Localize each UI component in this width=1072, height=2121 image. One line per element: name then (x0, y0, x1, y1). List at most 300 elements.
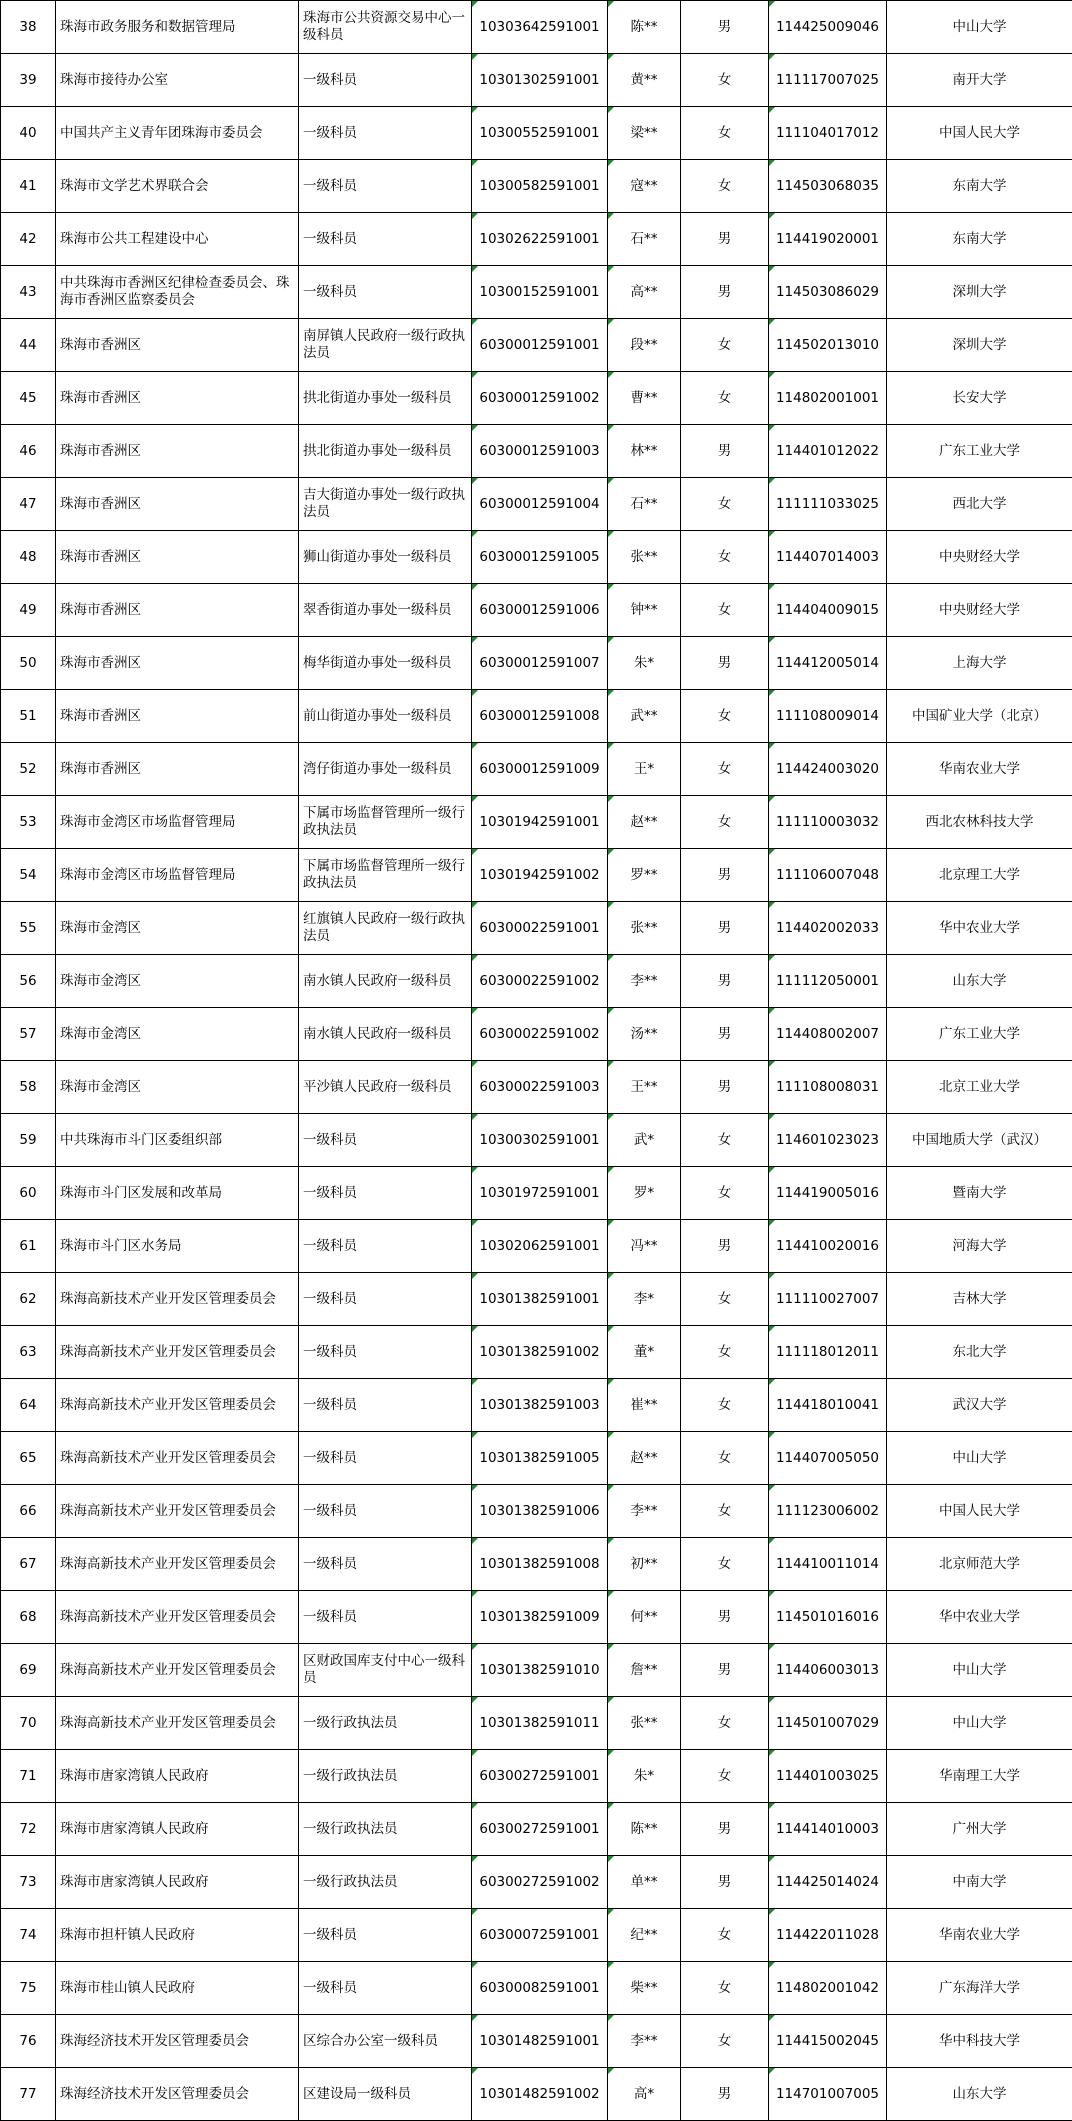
row-number-cell: 45 (1, 372, 56, 425)
recruiting-unit-cell: 珠海市接待办公室 (56, 54, 299, 107)
row-number-cell: 52 (1, 743, 56, 796)
recruiting-unit-cell: 中共珠海市香洲区纪律检查委员会、珠海市香洲区监察委员会 (56, 266, 299, 319)
table-row (1, 54, 1072, 107)
exam-number-cell: 114410020016 (769, 1220, 887, 1273)
exam-number-cell: 114404009015 (769, 584, 887, 637)
school-cell: 中央财经大学 (887, 584, 1072, 637)
exam-number-cell: 114407005050 (769, 1432, 887, 1485)
candidate-name-cell: 陈** (608, 1, 681, 54)
table-row (1, 1485, 1072, 1538)
recruiting-unit-cell: 珠海市唐家湾镇人民政府 (56, 1750, 299, 1803)
gender-cell: 女 (681, 1962, 769, 2015)
recruiting-unit-cell: 珠海市金湾区市场监督管理局 (56, 849, 299, 902)
gender-cell: 男 (681, 1220, 769, 1273)
gender-cell: 男 (681, 637, 769, 690)
exam-number-cell: 111110003032 (769, 796, 887, 849)
gender-cell: 女 (681, 160, 769, 213)
candidate-name-cell: 朱* (608, 637, 681, 690)
row-number-cell: 39 (1, 54, 56, 107)
table-row (1, 213, 1072, 266)
recruiting-unit-cell: 珠海高新技术产业开发区管理委员会 (56, 1644, 299, 1697)
position-code-cell: 10301382591006 (472, 1485, 608, 1538)
position-name-cell: 区综合办公室一级科员 (299, 2015, 472, 2068)
recruiting-unit-cell: 珠海市公共工程建设中心 (56, 213, 299, 266)
table-row (1, 1538, 1072, 1591)
table-row (1, 796, 1072, 849)
recruiting-unit-cell: 珠海市金湾区 (56, 1008, 299, 1061)
candidate-name-cell: 李** (608, 955, 681, 1008)
position-code-cell: 60300012591008 (472, 690, 608, 743)
candidate-name-cell: 张** (608, 902, 681, 955)
exam-number-cell: 111104017012 (769, 107, 887, 160)
school-cell: 广东工业大学 (887, 1008, 1072, 1061)
school-cell: 中央财经大学 (887, 531, 1072, 584)
position-name-cell: 前山街道办事处一级科员 (299, 690, 472, 743)
candidate-name-cell: 武** (608, 690, 681, 743)
gender-cell: 男 (681, 902, 769, 955)
position-name-cell: 区财政国库支付中心一级科员 (299, 1644, 472, 1697)
position-name-cell: 翠香街道办事处一级科员 (299, 584, 472, 637)
gender-cell: 女 (681, 2015, 769, 2068)
recruiting-unit-cell: 珠海市金湾区市场监督管理局 (56, 796, 299, 849)
candidate-name-cell: 石** (608, 213, 681, 266)
row-number-cell: 64 (1, 1379, 56, 1432)
gender-cell: 女 (681, 1167, 769, 1220)
school-cell: 中国人民大学 (887, 1485, 1072, 1538)
school-cell: 武汉大学 (887, 1379, 1072, 1432)
position-name-cell: 一级科员 (299, 1326, 472, 1379)
recruiting-unit-cell: 珠海市政务服务和数据管理局 (56, 1, 299, 54)
recruiting-unit-cell: 珠海市文学艺术界联合会 (56, 160, 299, 213)
row-number-cell: 56 (1, 955, 56, 1008)
position-name-cell: 一级行政执法员 (299, 1803, 472, 1856)
recruiting-unit-cell: 珠海市香洲区 (56, 584, 299, 637)
gender-cell: 女 (681, 1909, 769, 1962)
row-number-cell: 44 (1, 319, 56, 372)
position-code-cell: 60300072591001 (472, 1909, 608, 1962)
exam-number-cell: 114414010003 (769, 1803, 887, 1856)
position-code-cell: 10301382591001 (472, 1273, 608, 1326)
gender-cell: 女 (681, 1538, 769, 1591)
position-code-cell: 60300012591002 (472, 372, 608, 425)
table-row (1, 2068, 1072, 2121)
exam-number-cell: 111108009014 (769, 690, 887, 743)
table-row (1, 1644, 1072, 1697)
candidate-name-cell: 钟** (608, 584, 681, 637)
recruiting-unit-cell: 珠海市斗门区发展和改革局 (56, 1167, 299, 1220)
gender-cell: 男 (681, 2068, 769, 2121)
position-code-cell: 60300012591009 (472, 743, 608, 796)
position-name-cell: 南水镇人民政府一级科员 (299, 955, 472, 1008)
exam-number-cell: 111111033025 (769, 478, 887, 531)
position-code-cell: 60300012591003 (472, 425, 608, 478)
exam-number-cell: 111118012011 (769, 1326, 887, 1379)
school-cell: 华中科技大学 (887, 2015, 1072, 2068)
exam-number-cell: 114601023023 (769, 1114, 887, 1167)
exam-number-cell: 114501016016 (769, 1591, 887, 1644)
gender-cell: 男 (681, 1061, 769, 1114)
candidate-name-cell: 赵** (608, 1432, 681, 1485)
recruiting-unit-cell: 珠海市香洲区 (56, 637, 299, 690)
gender-cell: 女 (681, 531, 769, 584)
row-number-cell: 57 (1, 1008, 56, 1061)
exam-number-cell: 111106007048 (769, 849, 887, 902)
candidate-name-cell: 曹** (608, 372, 681, 425)
recruiting-unit-cell: 珠海市担杆镇人民政府 (56, 1909, 299, 1962)
table-row (1, 902, 1072, 955)
position-code-cell: 60300272591001 (472, 1750, 608, 1803)
exam-number-cell: 111117007025 (769, 54, 887, 107)
candidate-name-cell: 李** (608, 2015, 681, 2068)
position-code-cell: 60300012591001 (472, 319, 608, 372)
row-number-cell: 42 (1, 213, 56, 266)
position-code-cell: 60300022591002 (472, 1008, 608, 1061)
school-cell: 中山大学 (887, 1, 1072, 54)
row-number-cell: 69 (1, 1644, 56, 1697)
exam-number-cell: 114802001001 (769, 372, 887, 425)
exam-number-cell: 114419005016 (769, 1167, 887, 1220)
recruiting-unit-cell: 珠海高新技术产业开发区管理委员会 (56, 1432, 299, 1485)
position-code-cell: 10301382591010 (472, 1644, 608, 1697)
position-name-cell: 一级行政执法员 (299, 1697, 472, 1750)
school-cell: 中南大学 (887, 1856, 1072, 1909)
recruiting-unit-cell: 珠海市香洲区 (56, 690, 299, 743)
school-cell: 南开大学 (887, 54, 1072, 107)
position-code-cell: 60300272591002 (472, 1856, 608, 1909)
candidate-name-cell: 纪** (608, 1909, 681, 1962)
gender-cell: 女 (681, 372, 769, 425)
row-number-cell: 60 (1, 1167, 56, 1220)
position-code-cell: 10301382591005 (472, 1432, 608, 1485)
recruiting-unit-cell: 中国共产主义青年团珠海市委员会 (56, 107, 299, 160)
recruiting-unit-cell: 珠海市香洲区 (56, 319, 299, 372)
gender-cell: 男 (681, 1856, 769, 1909)
row-number-cell: 47 (1, 478, 56, 531)
table-row (1, 1061, 1072, 1114)
gender-cell: 男 (681, 849, 769, 902)
exam-number-cell: 114401003025 (769, 1750, 887, 1803)
exam-number-cell: 114502013010 (769, 319, 887, 372)
position-code-cell: 10301302591001 (472, 54, 608, 107)
candidate-name-cell: 冯** (608, 1220, 681, 1273)
table-row (1, 690, 1072, 743)
candidate-name-cell: 李* (608, 1273, 681, 1326)
position-code-cell: 10303642591001 (472, 1, 608, 54)
candidate-name-cell: 赵** (608, 796, 681, 849)
gender-cell: 女 (681, 107, 769, 160)
table-row (1, 1167, 1072, 1220)
recruiting-unit-cell: 珠海经济技术开发区管理委员会 (56, 2068, 299, 2121)
row-number-cell: 63 (1, 1326, 56, 1379)
table-row (1, 1750, 1072, 1803)
position-code-cell: 10300552591001 (472, 107, 608, 160)
candidate-name-cell: 柴** (608, 1962, 681, 2015)
candidate-name-cell: 崔** (608, 1379, 681, 1432)
school-cell: 西北大学 (887, 478, 1072, 531)
table-row (1, 1114, 1072, 1167)
row-number-cell: 43 (1, 266, 56, 319)
table-row (1, 1962, 1072, 2015)
school-cell: 北京工业大学 (887, 1061, 1072, 1114)
position-code-cell: 10300582591001 (472, 160, 608, 213)
table-row (1, 1008, 1072, 1061)
exam-number-cell: 114408002007 (769, 1008, 887, 1061)
school-cell: 东南大学 (887, 213, 1072, 266)
position-code-cell: 60300022591002 (472, 955, 608, 1008)
school-cell: 深圳大学 (887, 319, 1072, 372)
table-row (1, 1432, 1072, 1485)
gender-cell: 女 (681, 743, 769, 796)
candidate-name-cell: 寇** (608, 160, 681, 213)
candidate-name-cell: 董* (608, 1326, 681, 1379)
position-name-cell: 南水镇人民政府一级科员 (299, 1008, 472, 1061)
gender-cell: 男 (681, 1591, 769, 1644)
row-number-cell: 75 (1, 1962, 56, 2015)
candidate-name-cell: 林** (608, 425, 681, 478)
school-cell: 中山大学 (887, 1697, 1072, 1750)
school-cell: 华中农业大学 (887, 902, 1072, 955)
table-row (1, 743, 1072, 796)
position-name-cell: 湾仔街道办事处一级科员 (299, 743, 472, 796)
candidate-name-cell: 朱* (608, 1750, 681, 1803)
recruiting-unit-cell: 珠海市香洲区 (56, 478, 299, 531)
recruiting-unit-cell: 珠海市香洲区 (56, 372, 299, 425)
position-name-cell: 一级科员 (299, 1432, 472, 1485)
position-name-cell: 一级行政执法员 (299, 1750, 472, 1803)
row-number-cell: 62 (1, 1273, 56, 1326)
school-cell: 东南大学 (887, 160, 1072, 213)
position-name-cell: 拱北街道办事处一级科员 (299, 425, 472, 478)
position-name-cell: 一级科员 (299, 1538, 472, 1591)
exam-number-cell: 114418010041 (769, 1379, 887, 1432)
gender-cell: 男 (681, 1, 769, 54)
gender-cell: 女 (681, 1485, 769, 1538)
row-number-cell: 61 (1, 1220, 56, 1273)
school-cell: 华南理工大学 (887, 1750, 1072, 1803)
row-number-cell: 67 (1, 1538, 56, 1591)
position-name-cell: 一级科员 (299, 1909, 472, 1962)
table-row (1, 1591, 1072, 1644)
position-name-cell: 一级科员 (299, 160, 472, 213)
exam-number-cell: 114412005014 (769, 637, 887, 690)
candidate-name-cell: 高** (608, 266, 681, 319)
exam-number-cell: 114402002033 (769, 902, 887, 955)
table-row (1, 849, 1072, 902)
candidate-name-cell: 黄** (608, 54, 681, 107)
table-row (1, 955, 1072, 1008)
position-name-cell: 区建设局一级科员 (299, 2068, 472, 2121)
row-number-cell: 50 (1, 637, 56, 690)
position-name-cell: 南屏镇人民政府一级行政执法员 (299, 319, 472, 372)
candidate-name-cell: 梁** (608, 107, 681, 160)
gender-cell: 女 (681, 1750, 769, 1803)
position-name-cell: 一级科员 (299, 1485, 472, 1538)
table-row (1, 160, 1072, 213)
exam-number-cell: 111110027007 (769, 1273, 887, 1326)
school-cell: 北京理工大学 (887, 849, 1072, 902)
position-code-cell: 10301942591002 (472, 849, 608, 902)
school-cell: 西北农林科技大学 (887, 796, 1072, 849)
candidate-name-cell: 詹** (608, 1644, 681, 1697)
row-number-cell: 68 (1, 1591, 56, 1644)
candidate-name-cell: 张** (608, 1697, 681, 1750)
exam-number-cell: 111108008031 (769, 1061, 887, 1114)
gender-cell: 男 (681, 1008, 769, 1061)
table-row (1, 1909, 1072, 1962)
row-number-cell: 46 (1, 425, 56, 478)
gender-cell: 女 (681, 1326, 769, 1379)
position-name-cell: 一级科员 (299, 1379, 472, 1432)
table-row (1, 1, 1072, 54)
table-row (1, 107, 1072, 160)
position-name-cell: 下属市场监督管理所一级行政执法员 (299, 796, 472, 849)
candidate-name-cell: 汤** (608, 1008, 681, 1061)
position-name-cell: 梅华街道办事处一级科员 (299, 637, 472, 690)
school-cell: 河海大学 (887, 1220, 1072, 1273)
recruiting-unit-cell: 珠海市斗门区水务局 (56, 1220, 299, 1273)
school-cell: 华中农业大学 (887, 1591, 1072, 1644)
position-code-cell: 10301942591001 (472, 796, 608, 849)
position-code-cell: 10302622591001 (472, 213, 608, 266)
exam-number-cell: 114410011014 (769, 1538, 887, 1591)
row-number-cell: 55 (1, 902, 56, 955)
exam-number-cell: 111112050001 (769, 955, 887, 1008)
table-row (1, 425, 1072, 478)
gender-cell: 男 (681, 266, 769, 319)
position-name-cell: 一级行政执法员 (299, 1856, 472, 1909)
exam-number-cell: 114406003013 (769, 1644, 887, 1697)
school-cell: 广州大学 (887, 1803, 1072, 1856)
position-code-cell: 10301382591002 (472, 1326, 608, 1379)
candidate-name-cell: 高* (608, 2068, 681, 2121)
table-row (1, 637, 1072, 690)
row-number-cell: 54 (1, 849, 56, 902)
recruiting-unit-cell: 珠海市唐家湾镇人民政府 (56, 1803, 299, 1856)
position-name-cell: 一级科员 (299, 107, 472, 160)
candidate-name-cell: 段** (608, 319, 681, 372)
school-cell: 山东大学 (887, 2068, 1072, 2121)
position-name-cell: 一级科员 (299, 1114, 472, 1167)
table-row (1, 531, 1072, 584)
gender-cell: 男 (681, 955, 769, 1008)
position-code-cell: 10302062591001 (472, 1220, 608, 1273)
school-cell: 广东工业大学 (887, 425, 1072, 478)
recruiting-unit-cell: 珠海市香洲区 (56, 425, 299, 478)
school-cell: 吉林大学 (887, 1273, 1072, 1326)
recruiting-unit-cell: 珠海市桂山镇人民政府 (56, 1962, 299, 2015)
recruiting-unit-cell: 珠海高新技术产业开发区管理委员会 (56, 1379, 299, 1432)
position-code-cell: 10301972591001 (472, 1167, 608, 1220)
table-row (1, 1697, 1072, 1750)
candidate-name-cell: 王** (608, 1061, 681, 1114)
row-number-cell: 70 (1, 1697, 56, 1750)
school-cell: 中国矿业大学（北京） (887, 690, 1072, 743)
position-name-cell: 一级科员 (299, 266, 472, 319)
gender-cell: 女 (681, 584, 769, 637)
school-cell: 华南农业大学 (887, 1909, 1072, 1962)
candidate-name-cell: 王* (608, 743, 681, 796)
exam-number-cell: 114503068035 (769, 160, 887, 213)
row-number-cell: 59 (1, 1114, 56, 1167)
table-row (1, 1803, 1072, 1856)
table-row (1, 2015, 1072, 2068)
row-number-cell: 41 (1, 160, 56, 213)
table-row (1, 372, 1072, 425)
candidate-name-cell: 李** (608, 1485, 681, 1538)
school-cell: 山东大学 (887, 955, 1072, 1008)
gender-cell: 男 (681, 425, 769, 478)
gender-cell: 女 (681, 1379, 769, 1432)
position-name-cell: 平沙镇人民政府一级科员 (299, 1061, 472, 1114)
table-row (1, 319, 1072, 372)
row-number-cell: 74 (1, 1909, 56, 1962)
gender-cell: 女 (681, 478, 769, 531)
row-number-cell: 71 (1, 1750, 56, 1803)
table-row (1, 584, 1072, 637)
table-row (1, 1326, 1072, 1379)
gender-cell: 男 (681, 1803, 769, 1856)
candidate-name-cell: 张** (608, 531, 681, 584)
school-cell: 中国人民大学 (887, 107, 1072, 160)
gender-cell: 男 (681, 213, 769, 266)
position-name-cell: 一级科员 (299, 1167, 472, 1220)
exam-number-cell: 114419020001 (769, 213, 887, 266)
position-name-cell: 一级科员 (299, 213, 472, 266)
candidate-name-cell: 单** (608, 1856, 681, 1909)
position-code-cell: 10300302591001 (472, 1114, 608, 1167)
candidate-name-cell: 罗* (608, 1167, 681, 1220)
school-cell: 东北大学 (887, 1326, 1072, 1379)
recruiting-unit-cell: 珠海高新技术产业开发区管理委员会 (56, 1538, 299, 1591)
position-code-cell: 60300022591003 (472, 1061, 608, 1114)
exam-number-cell: 114415002045 (769, 2015, 887, 2068)
table-row (1, 1273, 1072, 1326)
table-row (1, 1856, 1072, 1909)
recruiting-unit-cell: 珠海高新技术产业开发区管理委员会 (56, 1326, 299, 1379)
table-row (1, 478, 1072, 531)
recruiting-unit-cell: 珠海市金湾区 (56, 1061, 299, 1114)
table-row (1, 1379, 1072, 1432)
gender-cell: 女 (681, 690, 769, 743)
row-number-cell: 38 (1, 1, 56, 54)
recruiting-unit-cell: 中共珠海市斗门区委组织部 (56, 1114, 299, 1167)
school-cell: 中山大学 (887, 1644, 1072, 1697)
candidate-name-cell: 初** (608, 1538, 681, 1591)
gender-cell: 女 (681, 54, 769, 107)
exam-number-cell: 114401012022 (769, 425, 887, 478)
school-cell: 中国地质大学（武汉） (887, 1114, 1072, 1167)
gender-cell: 女 (681, 1432, 769, 1485)
position-name-cell: 下属市场监督管理所一级行政执法员 (299, 849, 472, 902)
exam-number-cell: 114701007005 (769, 2068, 887, 2121)
school-cell: 深圳大学 (887, 266, 1072, 319)
position-name-cell: 狮山街道办事处一级科员 (299, 531, 472, 584)
school-cell: 暨南大学 (887, 1167, 1072, 1220)
position-code-cell: 60300012591004 (472, 478, 608, 531)
position-code-cell: 10301482591002 (472, 2068, 608, 2121)
recruiting-unit-cell: 珠海高新技术产业开发区管理委员会 (56, 1591, 299, 1644)
exam-number-cell: 114407014003 (769, 531, 887, 584)
row-number-cell: 48 (1, 531, 56, 584)
recruiting-unit-cell: 珠海经济技术开发区管理委员会 (56, 2015, 299, 2068)
row-number-cell: 51 (1, 690, 56, 743)
table-row (1, 266, 1072, 319)
exam-number-cell: 114424003020 (769, 743, 887, 796)
candidate-name-cell: 武* (608, 1114, 681, 1167)
position-code-cell: 60300082591001 (472, 1962, 608, 2015)
school-cell: 华南农业大学 (887, 743, 1072, 796)
school-cell: 广东海洋大学 (887, 1962, 1072, 2015)
